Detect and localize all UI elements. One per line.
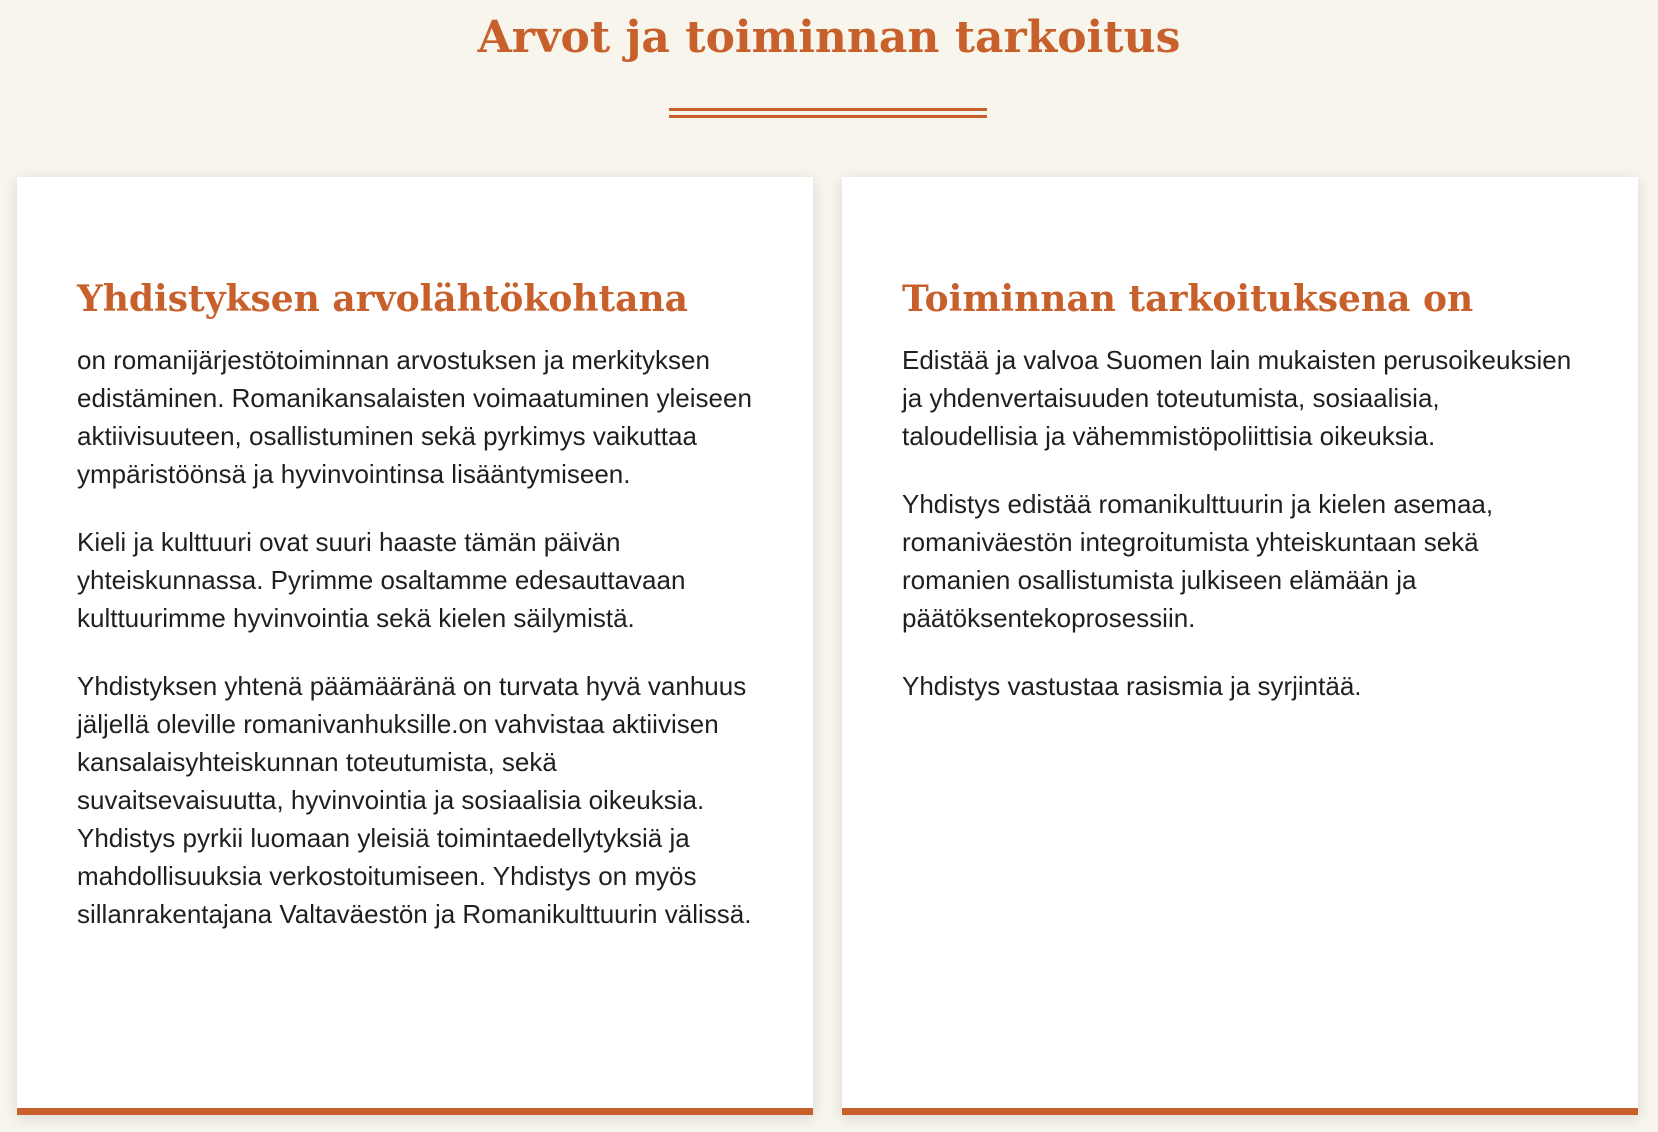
purpose-card-paragraph: Yhdistys edistää romanikulttuurin ja kielen asemaa, romaniväestön integroitumista yhteiskuntaan sekä romanien osallistumista julkiseen elämään ja päätöksentekoprosessiin. — [902, 489, 1494, 633]
values-card — [17, 177, 813, 1115]
purpose-card-heading: Toiminnan tarkoituksena on — [902, 278, 1474, 320]
values-card-paragraph: Yhdistyksen yhtenä päämääränä on turvata hyvä vanhuus jäljellä oleville romanivanhuksille.on vahvistaa aktiivisen kansalaisyhteiskunnan toteutumista, sekä suvaitsevaisuutta, hyvinvointia ja sosiaalisia oikeuksia. Yhdistys pyrkii luomaan yleisiä toimintaedellytyksiä ja mahdollisuuksia verkostoitumiseen. Yhdistys on myös sillanrakentajana Valtaväestön ja Romanikulttuurin välissä. — [77, 671, 752, 929]
values-card-paragraph: on romanijärjestötoiminnan arvostuksen ja merkityksen edistäminen. Romanikansalaisten voimaatuminen yleiseen aktiivisuuteen, osallistuminen sekä pyrkimys vaikuttaa ympäristöönsä ja hyvinvointinsa lisääntymiseen. — [77, 345, 752, 489]
purpose-card — [842, 177, 1638, 1115]
title-divider — [669, 108, 987, 118]
section-title: Arvot ja toiminnan tarkoitus — [477, 12, 1181, 63]
purpose-card-paragraph: Edistää ja valvoa Suomen lain mukaisten perusoikeuksien ja yhdenvertaisuuden toteutumista, sosiaalisia, taloudellisia ja vähemmistöpoliittisia oikeuksia. — [902, 345, 1572, 451]
values-card-paragraph: Kieli ja kulttuuri ovat suuri haaste tämän päivän yhteiskunnassa. Pyrimme osaltamme edesauttavaan kulttuurimme hyvinvointia sekä kielen säilymistä. — [77, 527, 686, 633]
values-card-heading: Yhdistyksen arvolähtökohtana — [77, 278, 688, 320]
purpose-card-paragraph: Yhdistys vastustaa rasismia ja syrjintää. — [902, 671, 1362, 701]
